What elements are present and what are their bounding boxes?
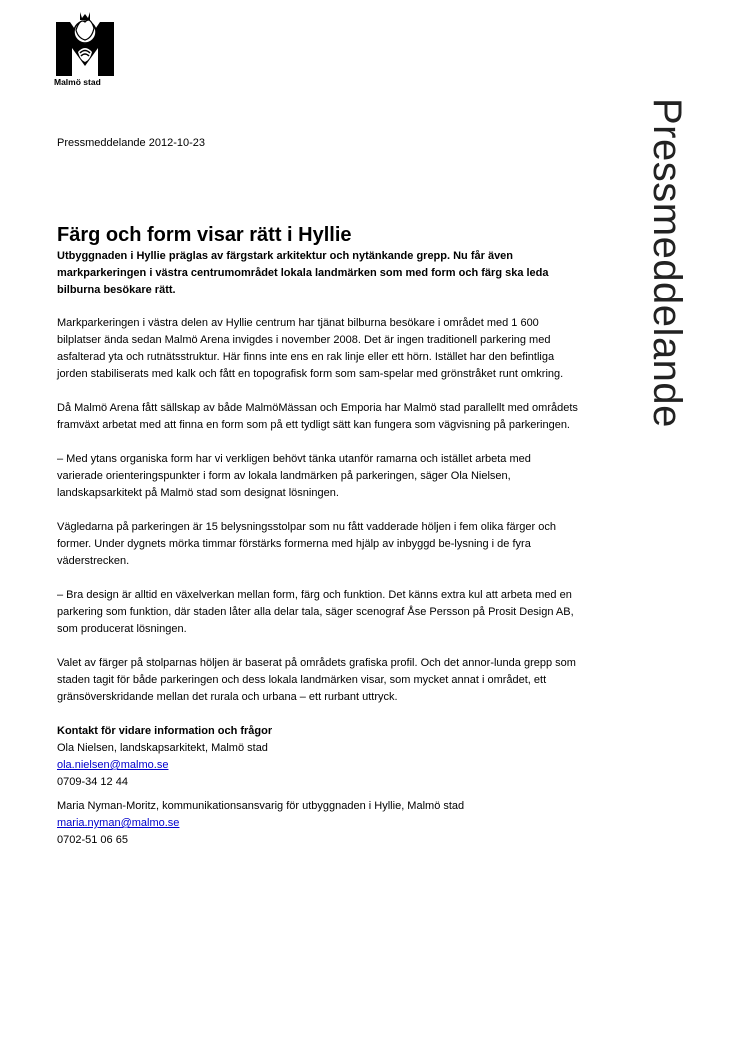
article-paragraph: Valet av färger på stolparnas höljen är baserat på områdets grafiska profil. Och det annor-lunda grepp som staden tagit för både parkeringen och dess lokala landmärken visar, som mycket annat i området, ett gränsöverskridande mellan det rurala och urbana – ett rurbant uttryck. [57, 657, 576, 703]
article-paragraph: Vägledarna på parkeringen är 15 belysningsstolpar som nu fått vadderade höljen i fem olika färger och former. Under dygnets mörka timmar förstärks formerna med hjälp av inbyggd be-lysning i de fyra väderstrecken. [57, 521, 556, 567]
contact-phone: 0702-51 06 65 [57, 834, 128, 846]
contact-person [57, 798, 579, 849]
contact-person [57, 740, 579, 791]
logo-text: Malmö stad [54, 77, 101, 87]
contact-email-link[interactable]: maria.nyman@malmo.se [57, 817, 180, 829]
article-paragraph: – Med ytans organiska form har vi verkligen behövt tänka utanför ramarna och istället arbeta med varierade orienteringspunkter i form av lokala landmärken på parkeringen, säger Ola Nielsen, landskapsarkitekt på Malmö stad som designat lösningen. [57, 453, 531, 499]
malmo-stad-logo [54, 8, 116, 90]
contact-name-role: Maria Nyman-Moritz, kommunikationsansvarig för utbyggnaden i Hyllie, Malmö stad [57, 800, 465, 812]
date-line: Pressmeddelande 2012-10-23 [57, 137, 205, 149]
article-body [57, 222, 579, 856]
article-title: Färg och form visar rätt i Hyllie [57, 224, 352, 246]
side-title: Pressmeddelande [645, 98, 689, 428]
article-paragraph: – Bra design är alltid en växelverkan mellan form, färg och funktion. Det känns extra kul att arbeta med en parkering som funktion, där staden låter alla delar tala, säger scenograf Åse Persson på Prosit Design AB, som producerat lösningen. [57, 589, 574, 635]
contact-heading: Kontakt för vidare information och frågor [57, 725, 273, 737]
article-paragraph: Markparkeringen i västra delen av Hyllie centrum har tjänat bilburna besökare i området med 1 600 bilplatser ända sedan Malmö Arena invigdes i november 2008. Det är ingen traditionell parkering med asfalterad yta och rutnätsstruktur. Här finns inte ens en rak linje eller ett hörn. Istället har den befintliga jorden stabiliserats med kalk och fått en topografisk form som sam-spelar med grönstråket runt omkring. [57, 317, 564, 380]
contact-email-link[interactable]: ola.nielsen@malmo.se [57, 759, 169, 771]
contact-name-role: Ola Nielsen, landskapsarkitekt, Malmö stad [57, 742, 268, 754]
article-paragraph: Då Malmö Arena fått sällskap av både MalmöMässan och Emporia har Malmö stad parallellt med områdets framväxt arbetat med att finna en form som på ett tydligt sätt kan fungera som vägvisning på parkeringen. [57, 402, 578, 431]
article-lead: Utbyggnaden i Hyllie präglas av färgstark arkitektur och nytänkande grepp. Nu får även markparkeringen i västra centrumområdet lokala landmärken som med form och färg ska leda bilburna besökare rätt. [57, 250, 549, 296]
contact-phone: 0709-34 12 44 [57, 776, 128, 788]
griffin-crest-icon [54, 8, 116, 76]
